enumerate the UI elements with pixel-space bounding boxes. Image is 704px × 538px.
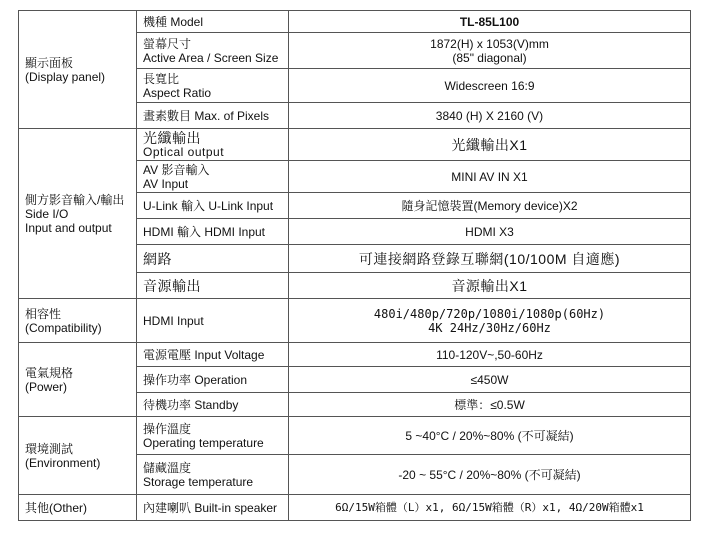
row-value-speaker: 6Ω/15W箱體（L）x1, 6Ω/15W箱體（R）x1, 4Ω/20W箱體x1	[289, 495, 691, 521]
row-label-hdmi-input: HDMI 輸入 HDMI Input	[137, 219, 289, 245]
row-label-operating-temp: 操作溫度 Operating temperature	[137, 417, 289, 455]
row-label-hdmi-compat: HDMI Input	[137, 299, 289, 343]
row-value-hdmi-count: HDMI X3	[289, 219, 691, 245]
row-value-input-voltage: 110-120V~,50-60Hz	[289, 343, 691, 367]
row-label-av-input: AV 影音輸入 AV Input	[137, 161, 289, 193]
category-other: 其他(Other)	[19, 495, 137, 521]
table-row	[19, 343, 691, 367]
category-compat: 相容性 (Compatibility)	[19, 299, 137, 343]
category-env: 環境測試 (Environment)	[19, 417, 137, 495]
row-label-screen-size: 螢幕尺寸 Active Area / Screen Size	[137, 33, 289, 69]
row-label-aspect-ratio: 長寬比 Aspect Ratio	[137, 69, 289, 103]
table-row	[19, 495, 691, 521]
row-label-ulink: U-Link 輸入 U-Link Input	[137, 193, 289, 219]
category-power: 電氣規格 (Power)	[19, 343, 137, 417]
row-value-screen-size: 1872(H) x 1053(V)mm (85" diagonal)	[289, 33, 691, 69]
row-value-optical: 光纖輸出X1	[289, 129, 691, 161]
row-value-model: TL-85L100	[289, 11, 691, 33]
row-value-storage-temp: -20 ~ 55°C / 20%~80% (不可凝結)	[289, 455, 691, 495]
spec-table	[18, 10, 691, 521]
row-label-pixels: 畫素數目 Max. of Pixels	[137, 103, 289, 129]
row-value-standby: 標準：≤0.5W	[289, 393, 691, 417]
row-label-network: 網路	[137, 245, 289, 273]
table-row	[19, 299, 691, 343]
category-io: 側方影音輸入/輸出 Side I/O Input and output	[19, 129, 137, 299]
row-value-operation: ≤450W	[289, 367, 691, 393]
row-label-input-voltage: 電源電壓 Input Voltage	[137, 343, 289, 367]
row-value-hdmi-compat: 480i/480p/720p/1080i/1080p(60Hz) 4K 24Hz/30Hz/60Hz	[289, 299, 691, 343]
row-value-aspect-ratio: Widescreen 16:9	[289, 69, 691, 103]
row-label-speaker: 內建喇叭 Built-in speaker	[137, 495, 289, 521]
table-row	[19, 417, 691, 455]
row-value-ulink: 隨身記憶裝置(Memory device)X2	[289, 193, 691, 219]
row-value-audio-out: 音源輸出X1	[289, 273, 691, 299]
row-label-standby: 待機功率 Standby	[137, 393, 289, 417]
table-row	[19, 11, 691, 33]
row-label-model: 機種 Model	[137, 11, 289, 33]
row-label-operation: 操作功率 Operation	[137, 367, 289, 393]
row-label-audio-out: 音源輸出	[137, 273, 289, 299]
row-value-pixels: 3840 (H) X 2160 (V)	[289, 103, 691, 129]
row-value-operating-temp: 5 ~40°C / 20%~80% (不可凝結)	[289, 417, 691, 455]
row-label-optical: 光纖輸出 Optical output	[137, 129, 289, 161]
row-value-av-input: MINI AV IN X1	[289, 161, 691, 193]
row-label-storage-temp: 儲藏溫度 Storage temperature	[137, 455, 289, 495]
row-value-network: 可連接網路登錄互聯網(10/100M 自適應)	[289, 245, 691, 273]
table-row	[19, 129, 691, 161]
category-display: 顯示面板 (Display panel)	[19, 11, 137, 129]
